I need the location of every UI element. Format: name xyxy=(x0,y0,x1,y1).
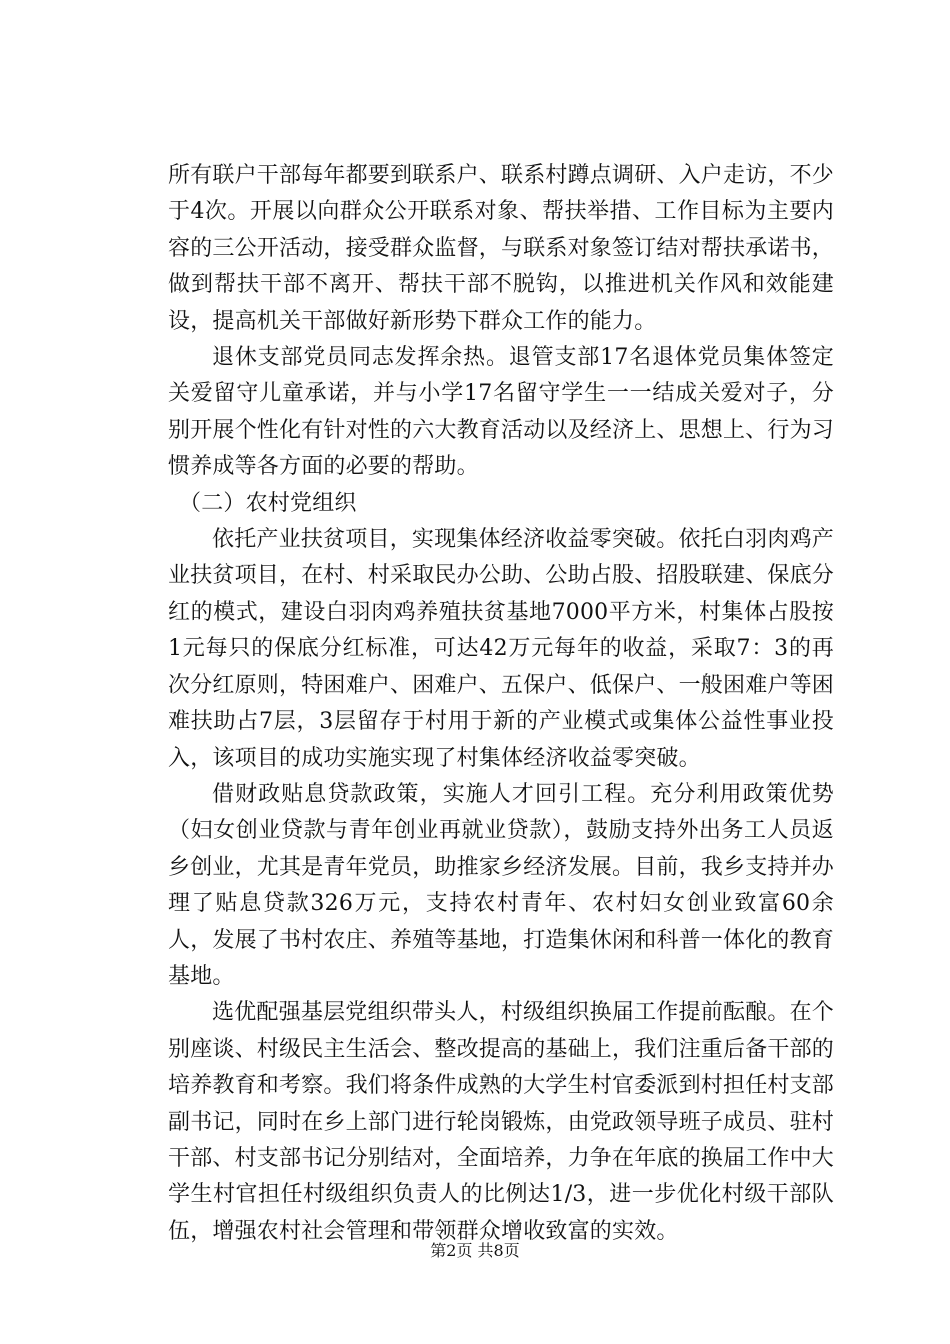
document-body xyxy=(168,158,834,1250)
paragraph-village-leaders: 选优配强基层党组织带头人，村级组织换届工作提前酝酿。在个别座谈、村级民主生活会、整改提高的基础上，我们注重后备干部的培养教育和考察。我们将条件成熟的大学生村官委派到村担任村支部副书记，同时在乡上部门进行轮岗锻炼，由党政领导班子成员、驻村干部、村支部书记分别结对，全面培养，力争在年底的换届工作中大学生村官担任村级组织负责人的比例达1/3，进一步优化村级干部队伍，增强农村社会管理和带领群众增收致富的实效。 xyxy=(168,1000,835,1244)
paragraph-industry-poverty-project: 依托产业扶贫项目，实现集体经济收益零突破。依托白羽肉鸡产业扶贫项目，在村、村采取民办公助、公助占股、招股联建、保底分红的模式，建设白羽肉鸡养殖扶贫基地7000平方米，村集体占股按1元每只的保底分红标准，可达42万元每年的收益，采取7：3的再次分红原则，特困难户、困难户、五保户、低保户、一般困难户等困难扶助占7层，3层留存于村用于新的产业模式或集体公益性事业投入，该项目的成功实施实现了村集体经济收益零突破。 xyxy=(168,527,835,771)
paragraph-retired-party-members: 退休支部党员同志发挥余热。退管支部17名退体党员集体签定关爱留守儿童承诺，并与小学17名留守学生一一结成关爱对子，分别开展个性化有针对性的六大教育活动以及经济上、思想上、行为习惯养成等各方面的必要的帮助。 xyxy=(168,345,835,480)
page-footer: 第2页 共8页 xyxy=(430,1241,520,1260)
paragraph-continuation: 所有联户干部每年都要到联系户、联系村蹲点调研、入户走访，不少于4次。开展以向群众公开联系对象、帮扶举措、工作目标为主要内容的三公开活动，接受群众监督，与联系对象签订结对帮扶承诺书，做到帮扶干部不离开、帮扶干部不脱钩，以推进机关作风和效能建设，提高机关干部做好新形势下群众工作的能力。 xyxy=(168,163,835,334)
section-heading: （二）农村党组织 xyxy=(179,490,357,516)
paragraph-interest-subsidy-loans: 借财政贴息贷款政策，实施人才回引工程。充分利用政策优势（妇女创业贷款与青年创业再就业贷款），鼓励支持外出务工人员返乡创业，尤其是青年党员，助推家乡经济发展。目前，我乡支持并办理了贴息贷款326万元，支持农村青年、农村妇女创业致富60余人，发展了书村农庄、养殖等基地，打造集休闲和科普一体化的教育基地。 xyxy=(168,781,835,989)
